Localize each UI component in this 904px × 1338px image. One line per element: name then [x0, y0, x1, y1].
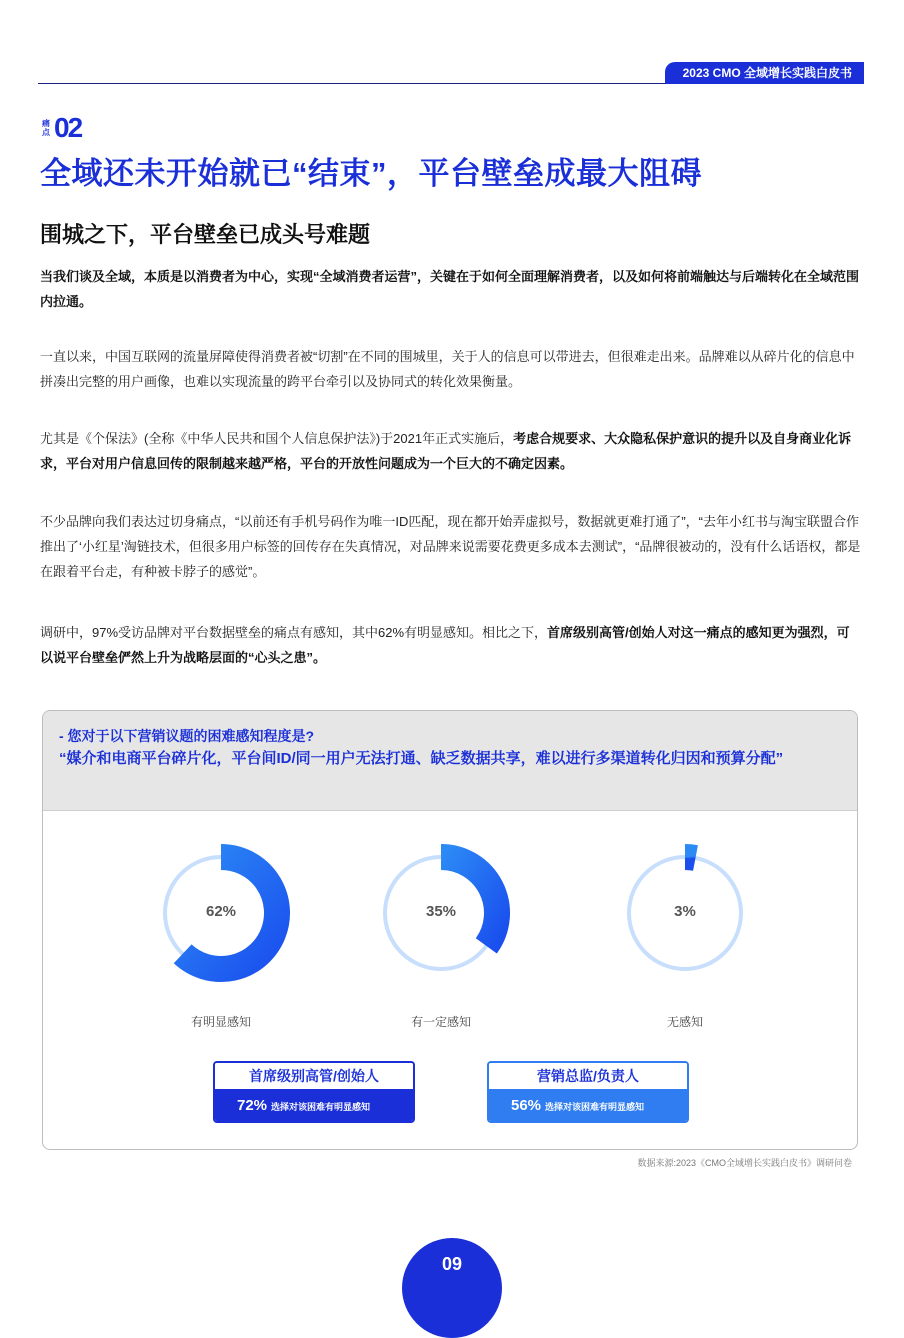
stat-card-desc: 选择对该困难有明显感知	[271, 1102, 371, 1112]
survey-question: - 您对于以下营销议题的困难感知程度是?	[59, 728, 315, 744]
donut-label-0: 有明显感知	[190, 1015, 251, 1029]
section-subtitle: 围城之下，平台壁垒已成头号难题	[40, 222, 371, 247]
donut-pct-0: 62%	[205, 903, 237, 920]
donut-arc-2	[685, 857, 695, 858]
paragraph-1: 当我们谈及全域，本质是以消费者为中心，实现“全域消费者运营”，关键在于如何全面理解消费者，以及如何将前端触达与后端转化在全域范围内拉通。	[40, 269, 860, 309]
stat-card-body	[215, 1089, 413, 1123]
paragraph-3	[40, 426, 862, 476]
paragraph-5-normal: 调研中，97%受访品牌对平台数据壁垒的痛点有感知，其中62%有明显感知。相比之下，	[40, 625, 548, 640]
keyword-number: 02	[54, 112, 82, 143]
stat-card-marketing	[487, 1061, 689, 1123]
stat-card-desc: 选择对该困难有明显感知	[545, 1102, 645, 1112]
data-source: 数据来源:2023《CMO全域增长实践白皮书》调研问卷	[637, 1158, 852, 1168]
keyword-badge	[40, 112, 81, 144]
stat-card-pct: 56%	[511, 1097, 542, 1114]
donut-label-2: 无感知	[666, 1015, 703, 1029]
stat-card-body	[489, 1089, 687, 1123]
paragraph-5-bold: 首席级别高管/创始人对这一痛点的感知更为强烈，可以说平台壁垒俨然上升为战略层面的“心头之患”。	[40, 625, 850, 665]
survey-quote: “媒介和电商平台碎片化，平台间ID/同一用户无法打通、缺乏数据共享，难以进行多渠道转化归因和预算分配”	[59, 750, 784, 767]
donut-arc-1	[441, 857, 497, 946]
page-title: 全域还未开始就已“结束”，平台壁垒成最大阻碍	[40, 156, 702, 191]
stat-card-title: 营销总监/负责人	[489, 1063, 687, 1089]
paragraph-3-bold: 考虑合规要求、大众隐私保护意识的提升以及自身商业化诉求，平台对用户信息回传的限制越来越严格，平台的开放性问题成为一个巨大的不确定因素。	[40, 431, 852, 471]
page-number: 09	[402, 1238, 502, 1338]
paragraph-5	[40, 620, 862, 670]
header-tag: 2023 CMO 全域增长实践白皮书	[665, 62, 864, 84]
keyword-small: 痛点	[42, 119, 50, 137]
survey-panel	[42, 710, 858, 1150]
paragraph-2: 一直以来，中国互联网的流量屏障使得消费者被“切割”在不同的围城里，关于人的信息可以带进去，但很难走出来。品牌难以从碎片化的信息中拼凑出完整的用户画像，也难以实现流量的跨平台牵引以及协同式的转化效果衡量。	[40, 349, 855, 389]
donut-label-1: 有一定感知	[410, 1015, 471, 1029]
survey-header	[43, 711, 857, 811]
donut-pct-2: 3%	[674, 903, 696, 920]
stat-card-title: 首席级别高管/创始人	[215, 1063, 413, 1089]
stat-card-executive	[213, 1061, 415, 1123]
donut-pct-1: 35%	[425, 903, 457, 920]
paragraph-4: 不少品牌向我们表达过切身痛点，“以前还有手机号码作为唯一ID匹配，现在都开始弄虚拟号，数据就更难打通了”，“去年小红书与淘宝联盟合作推出了‘小红星’淘链技术，但很多用户标签的回传存在失真情况，对品牌来说需要花费更多成本去测试”，“品牌很被动的，没有什么话语权，都是在跟着平台走，有种被卡脖子的感觉”。	[40, 514, 861, 579]
paragraph-3-normal: 尤其是《个保法》(全称《中华人民共和国个人信息保护法》)于2021年正式实施后，	[40, 431, 514, 446]
stat-card-pct: 72%	[237, 1097, 268, 1114]
